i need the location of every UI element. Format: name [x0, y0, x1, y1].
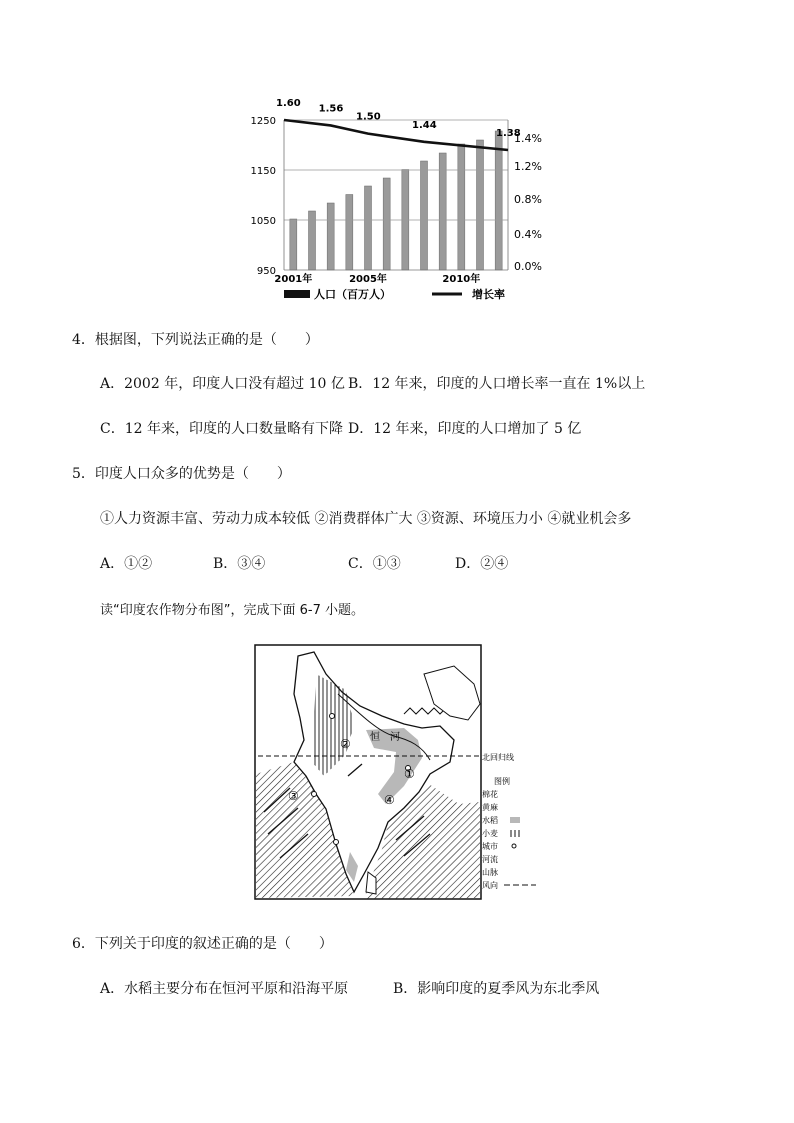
legend-rice: 水稻 — [482, 816, 498, 825]
q4-option-d[interactable]: D．12 年来，印度的人口增加了 5 亿 — [348, 421, 582, 437]
chart-gridlines — [284, 120, 508, 270]
marker-3: ③ — [288, 789, 299, 803]
legend-bar-label: 人口（百万人） — [314, 288, 391, 301]
growth-rate-label: 1.44 — [412, 119, 437, 131]
marker-2: ② — [340, 737, 351, 751]
q5-stem: 5．印度人口众多的优势是（ ） — [72, 466, 291, 482]
marker-1: ① — [404, 767, 415, 781]
q4-option-a[interactable]: A．2002 年，印度人口没有超过 10 亿 — [100, 376, 345, 392]
city-marker — [334, 840, 339, 845]
x-tick-label: 2005年 — [349, 274, 387, 285]
read-intro: 读“印度农作物分布图”，完成下面 6-7 小题。 — [100, 603, 364, 618]
growth-rate-labels — [276, 98, 521, 139]
q5-option-b[interactable]: B．③④ — [213, 556, 266, 572]
growth-rate-polyline — [284, 120, 508, 150]
right-tick-label: 0.4% — [514, 228, 542, 241]
map-legend — [482, 776, 536, 890]
population-bar — [421, 161, 428, 270]
legend-cotton: 棉花 — [482, 790, 498, 799]
population-bar — [458, 144, 465, 270]
marker-4: ④ — [384, 793, 395, 807]
right-tick-label: 1.4% — [514, 132, 542, 145]
q6-option-b[interactable]: B．影响印度的夏季风为东北季风 — [393, 981, 600, 997]
x-tick-label: 2001年 — [274, 274, 313, 285]
legend-wind: 风向 — [482, 881, 498, 890]
q5-option-a[interactable]: A．①② — [100, 556, 153, 572]
city-marker — [312, 792, 317, 797]
legend-wheat-swatch — [510, 830, 520, 837]
left-tick-label: 1050 — [250, 216, 276, 227]
population-bar — [383, 178, 390, 270]
left-tick-label: 1150 — [250, 166, 276, 177]
city-marker — [330, 714, 335, 719]
population-bar — [365, 186, 372, 270]
chart-legend — [284, 287, 505, 301]
legend-city-swatch — [512, 844, 516, 848]
growth-rate-label: 1.56 — [318, 103, 344, 115]
x-tick-label: 2010年 — [442, 274, 481, 285]
population-bar — [327, 203, 334, 270]
growth-rate-line — [284, 120, 508, 150]
q4-stem: 4．根据图，下列说法正确的是（ ） — [72, 332, 319, 348]
tropic-label: 北回归线 — [482, 753, 514, 762]
q5-option-d[interactable]: D．②④ — [455, 556, 509, 572]
population-bar — [290, 219, 297, 270]
right-axis-ticks — [514, 132, 542, 273]
growth-rate-label: 1.60 — [276, 98, 301, 109]
q5-items: ①人力资源丰富、劳动力成本较低 ②消费群体广大 ③资源、环境压力小 ④就业机会多 — [100, 511, 632, 527]
right-tick-label: 0.0% — [514, 260, 542, 273]
population-bars — [290, 131, 502, 270]
river-label: 恒 河 — [370, 732, 400, 743]
legend-city: 城市 — [482, 842, 498, 851]
q6-option-a[interactable]: A．水稻主要分布在恒河平原和沿海平原 — [100, 981, 349, 997]
q4-option-c[interactable]: C．12 年来，印度的人口数量略有下降 — [100, 421, 343, 437]
legend-wheat: 小麦 — [482, 829, 498, 838]
q6-stem: 6．下列关于印度的叙述正确的是（ ） — [72, 936, 333, 952]
left-tick-label: 1250 — [250, 116, 276, 127]
population-bar — [439, 153, 446, 270]
legend-jute: 黄麻 — [482, 803, 498, 812]
legend-rice-swatch — [510, 817, 520, 823]
left-axis-ticks — [251, 116, 276, 277]
legend-river: 河流 — [482, 855, 498, 864]
q4-option-b[interactable]: B．12 年来，印度的人口增长率一直在 1%以上 — [348, 376, 646, 392]
growth-rate-label: 1.50 — [356, 111, 381, 123]
legend-mountain: 山脉 — [482, 868, 498, 877]
left-tick-label: 950 — [256, 266, 276, 277]
right-tick-label: 0.8% — [514, 193, 542, 206]
india-crop-map — [254, 644, 544, 900]
legend-bar-swatch — [284, 290, 310, 298]
population-bar — [477, 140, 484, 270]
map-legend-title: 图例 — [494, 777, 510, 786]
x-axis-ticks — [274, 272, 480, 285]
population-growth-chart — [240, 92, 560, 308]
q5-option-c[interactable]: C．①③ — [348, 556, 401, 572]
growth-rate-label: 1.38 — [496, 128, 521, 139]
population-bar — [495, 131, 502, 270]
legend-line-label: 增长率 — [472, 288, 505, 301]
right-tick-label: 1.2% — [514, 160, 542, 173]
population-bar — [346, 195, 353, 271]
